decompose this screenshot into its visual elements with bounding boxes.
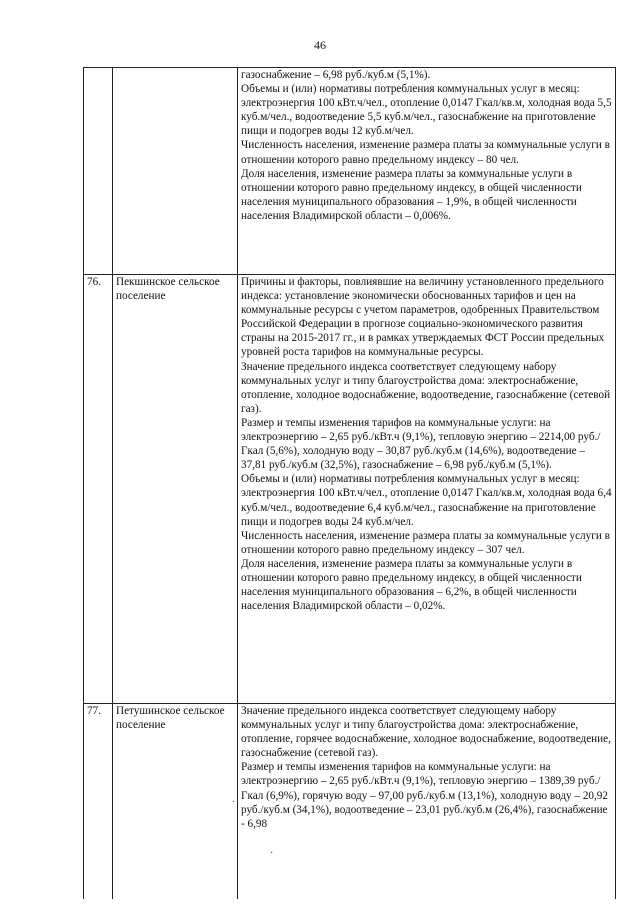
paragraph: Численность населения, изменение размера платы за коммунальные услуги в отношении которого равно предельному индексу – 80 чел. [241, 139, 610, 166]
row-description [238, 704, 616, 900]
row-description [238, 68, 616, 275]
paragraph: Доля населения, изменение размера платы за коммунальные услуги в отношении которого равно предельному индексу, в общей численности населения муниципального образования – 1,9%, в общей численности населения Владимирской области – 0,006%. [241, 167, 582, 222]
paragraph: Доля населения, изменение размера платы за коммунальные услуги в отношении которого равно предельному индексу, в общей численности населения муниципального образования – 6,2%, в общей численности населения Владимирской области – 0,02%. [241, 557, 582, 613]
municipal-index-table [83, 67, 616, 899]
paragraph: Размер и темпы изменения тарифов на коммунальные услуги: на электроэнергию – 2,65 руб./кВт.ч (9,1%), тепловую энергию – 1389,39 руб./Гкал (6,9%), горячую воду – 97,00 руб./куб.м (13,1%), холодную воду – 20,92 руб./куб.м (34,1%), водоотведение – 23,01 руб./куб.м (26,4%), газоснабжение - 6,98 [241, 761, 608, 830]
row-number: 77. [84, 704, 113, 900]
table-row [84, 275, 616, 704]
settlement-name: Пекшинское сельское поселение [113, 275, 238, 704]
paragraph: газоснабжение – 6,98 руб./куб.м (5,1%). [241, 69, 431, 81]
scan-mark: · [232, 797, 236, 808]
table-row [84, 68, 616, 275]
paragraph: Причины и факторы, повлиявшие на величину установленного предельного индекса: установление экономически обоснованных тарифов и цен на коммунальные ресурсы с учетом параметров, одобренных Правительством Российской Федерации в прогнозе социально-экономического развития страны на 2015-2017 гг., и в рамках утверждаемых ФСТ России предельных уровней роста тарифов на коммунальные ресурсы. [241, 276, 605, 359]
scan-mark: · [270, 848, 274, 859]
row-number [84, 68, 113, 275]
paragraph: Значение предельного индекса соответствует следующему набору коммунальных услуг и типу благоустройства дома: электроснабжение, отопление, холодное водоснабжение, водоотведение, газоснабжение (сетевой газ). [241, 360, 611, 415]
paragraph: Объемы и (или) нормативы потребления коммунальных услуг в месяц: электроэнергия 100 кВт.ч/чел., отопление 0,0147 Гкал/кв.м, холодная вода 6,4 куб.м/чел., водоотведение 6,4 куб.м/чел., газоснабжение на приготовление пищи и подогрев воды 24 куб.м/чел. [241, 473, 612, 528]
paragraph: Размер и темпы изменения тарифов на коммунальные услуги: на электроэнергию – 2,65 руб./кВт.ч (9,1%), тепловую энергию – 2214,00 руб./Гкал (5,6%), холодную воду – 30,87 руб./куб.м (14,6%), водоотведение – 37,81 руб./куб.м (32,5%), газоснабжение – 6,98 руб./куб.м (5,1%). [241, 416, 601, 472]
paragraph: Значение предельного индекса соответствует следующему набору коммунальных услуг и типу благоустройства дома: электроснабжение, отопление, горячее водоснабжение, холодное водоснабжение, водоотведение, газоснабжение (сетевой газ). [241, 705, 611, 760]
row-description [238, 275, 616, 704]
page-number: 46 [314, 38, 326, 52]
row-number: 76. [84, 275, 113, 704]
settlement-name [113, 68, 238, 275]
settlement-name: Петушинское сельское поселение [113, 704, 238, 900]
table-row [84, 704, 616, 900]
paragraph: Объемы и (или) нормативы потребления коммунальных услуг в месяц: электроэнергия 100 кВт.ч/чел., отопление 0,0147 Гкал/кв.м, холодная вода 5,5 куб.м/чел., водоотведение 5,5 куб.м/чел., газоснабжение на приготовление пищи и подогрев воды 12 куб.м/чел. [241, 83, 612, 138]
paragraph: Численность населения, изменение размера платы за коммунальные услуги в отношении которого равно предельному индексу – 307 чел. [241, 529, 610, 556]
